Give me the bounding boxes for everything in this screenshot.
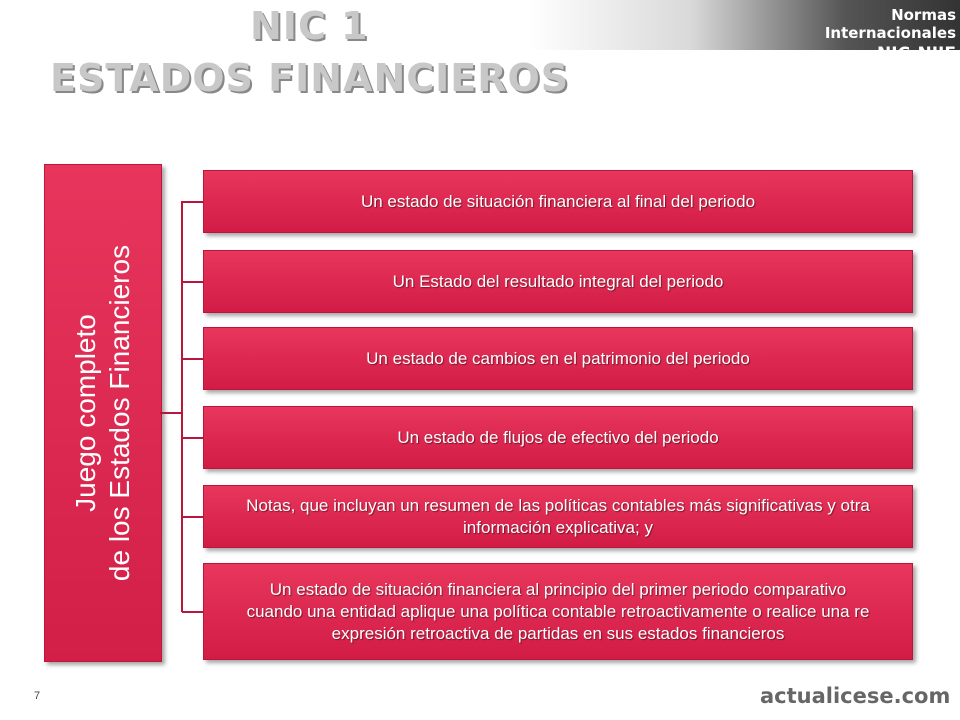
list-item: Un estado de situación financiera al principio del primer periodo comparativo cuando una entidad aplique una política contable retroactivamente o realice una re expresión retroactiva de partidas en sus estados financieros	[203, 563, 913, 660]
connector-branch-2	[182, 281, 204, 283]
brand-top-text: Normas Internacionales	[824, 6, 956, 42]
list-item: Notas, que incluyan un resumen de las políticas contables más significativas y otra información explicativa; y	[203, 485, 913, 548]
vertical-line-1: Juego completo	[70, 314, 101, 512]
brand-small-text: de Contabilidad	[800, 52, 872, 62]
brand-main-text: NIC-NIIF	[877, 44, 956, 64]
connector-branch-1	[182, 201, 204, 203]
connector-branch-5	[182, 516, 204, 518]
connector-stub	[160, 412, 182, 414]
connector-branch-3	[182, 358, 204, 360]
brand-bottom	[776, 44, 956, 64]
connector-trunk	[181, 201, 183, 612]
brand-logo	[776, 6, 956, 64]
title-line-1: NIC 1	[250, 4, 369, 48]
page-number: 7	[34, 690, 41, 702]
vertical-line-2: de los Estados Financieros	[104, 244, 135, 582]
connector-branch-4	[182, 437, 204, 439]
connector-branch-6	[182, 611, 204, 613]
list-item: Un estado de cambios en el patrimonio del periodo	[203, 327, 913, 390]
list-item: Un Estado del resultado integral del periodo	[203, 250, 913, 313]
title-line-2: ESTADOS FINANCIEROS	[50, 56, 570, 100]
list-item: Un estado de situación financiera al final del periodo	[203, 170, 913, 233]
list-item: Un estado de flujos de efectivo del periodo	[203, 406, 913, 469]
set-of-statements-box	[44, 164, 162, 662]
set-of-statements-label	[69, 173, 137, 653]
footer-brand: actualicese.com	[760, 684, 951, 708]
